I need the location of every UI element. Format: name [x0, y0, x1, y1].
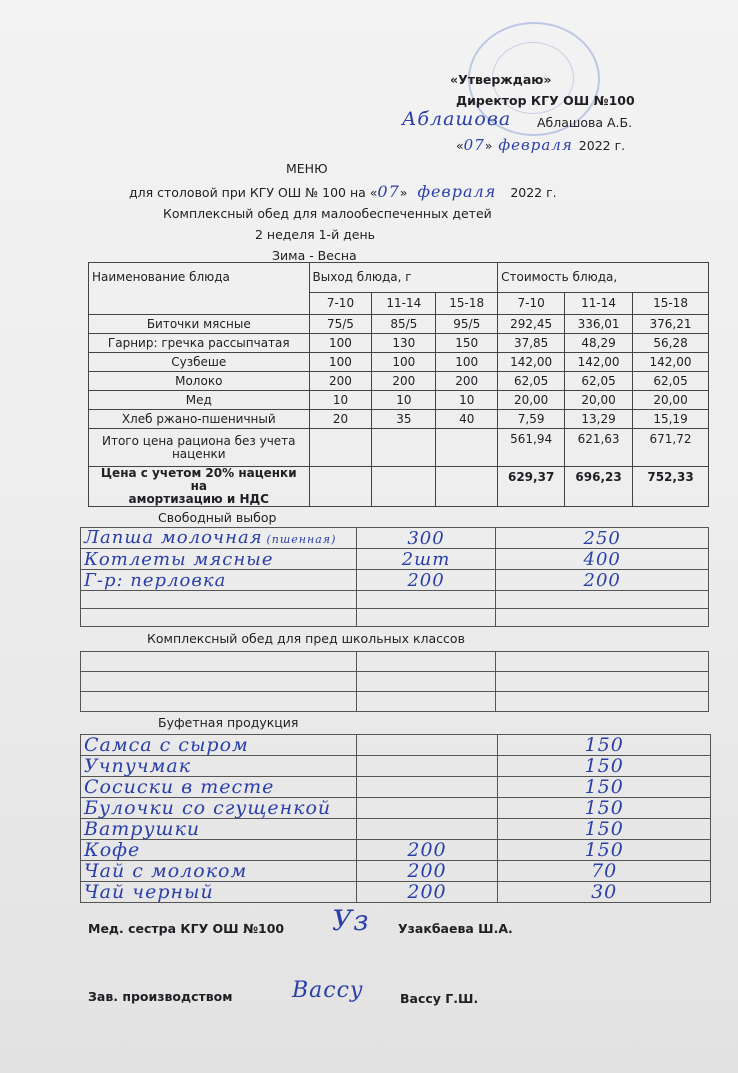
- director-signature: Аблашова: [402, 108, 512, 130]
- item-name: Сосиски в тесте: [81, 777, 357, 798]
- table-row: [81, 840, 711, 861]
- chef-signature: Вассу: [292, 978, 364, 1003]
- total-label-line1: Цена с учетом 20% наценки на: [100, 466, 297, 493]
- item-weight: 200: [356, 840, 498, 861]
- table-header: [89, 263, 709, 293]
- total-label-line1: Итого цена рациона без учета: [102, 433, 296, 448]
- empty-cell: [436, 429, 498, 467]
- preschool-title: Комплексный обед для пред школьных классов: [147, 631, 465, 646]
- total-label-line2: наценки: [171, 446, 226, 461]
- empty-cell: [356, 672, 496, 692]
- table-row: [81, 756, 711, 777]
- item-price: 70: [498, 861, 711, 882]
- dish-name: Сузбеше: [89, 353, 310, 372]
- table-row: [81, 882, 711, 903]
- empty-cell: [356, 692, 496, 712]
- empty-cell: [81, 609, 357, 627]
- table-row: [81, 528, 709, 549]
- table-row: [81, 652, 709, 672]
- cell: 20,00: [633, 391, 709, 410]
- col-cost-header: Стоимость блюда,: [498, 263, 709, 293]
- empty-cell: [496, 692, 709, 712]
- total-label-line2: амортизацию и НДС: [128, 492, 269, 506]
- table-row: [81, 692, 709, 712]
- cell: 35: [372, 410, 436, 429]
- item-price: 30: [498, 882, 711, 903]
- item-price: 400: [496, 549, 709, 570]
- empty-cell: [356, 652, 496, 672]
- item-name: Самса с сыром: [81, 735, 357, 756]
- empty-cell: [309, 467, 372, 507]
- dish-name: Гарнир: гречка рассыпчатая: [89, 334, 310, 353]
- table-row: [81, 570, 709, 591]
- cell: 40: [436, 410, 498, 429]
- table-row: [81, 861, 711, 882]
- item-price: 150: [498, 777, 711, 798]
- cell: 62,05: [565, 372, 633, 391]
- approval-date: [456, 136, 625, 154]
- empty-cell: [496, 672, 709, 692]
- date-day: 07: [463, 136, 485, 154]
- cell: 62,05: [498, 372, 565, 391]
- menu-line4: 2 неделя 1-й день: [255, 227, 376, 242]
- item-name: Учпучмак: [81, 756, 357, 777]
- cell: 15,19: [633, 410, 709, 429]
- cell: 629,37: [498, 467, 565, 507]
- item-name: Ватрушки: [81, 819, 357, 840]
- empty-cell: [356, 609, 496, 627]
- subtitle-mid: »: [399, 185, 408, 200]
- table-row: [89, 315, 709, 334]
- nurse-role: Мед. сестра КГУ ОШ №100: [88, 921, 285, 936]
- table-row: [81, 549, 709, 570]
- dish-name: Биточки мясные: [89, 315, 310, 334]
- empty-cell: [496, 652, 709, 672]
- item-weight: [356, 777, 498, 798]
- cell: 56,28: [633, 334, 709, 353]
- age-group: 11-14: [565, 293, 633, 315]
- item-name: Булочки со сгущенкой: [81, 798, 357, 819]
- item-weight: 200: [356, 570, 496, 591]
- empty-cell: [496, 609, 709, 627]
- empty-cell: [81, 652, 357, 672]
- cell: 75/5: [309, 315, 372, 334]
- dish-name: Молоко: [89, 372, 310, 391]
- col-name-header: Наименование блюда: [89, 263, 310, 315]
- table-row: [81, 819, 711, 840]
- cell: 100: [309, 353, 372, 372]
- table-row: [81, 777, 711, 798]
- table-row: [81, 591, 709, 609]
- date-mid: »: [484, 138, 493, 153]
- empty-cell: [356, 591, 496, 609]
- cell: 376,21: [633, 315, 709, 334]
- age-group: 11-14: [372, 293, 436, 315]
- item-price: 200: [496, 570, 709, 591]
- cell: 10: [436, 391, 498, 410]
- cell: 7,59: [498, 410, 565, 429]
- dish-name: Мед: [89, 391, 310, 410]
- item-price: 150: [498, 756, 711, 777]
- item-weight: [356, 798, 498, 819]
- total-label: [89, 467, 310, 507]
- date-month: февраля: [498, 136, 573, 154]
- cell: 20: [309, 410, 372, 429]
- nurse-signature: Уз: [332, 904, 370, 937]
- main-menu-table: [88, 262, 709, 507]
- empty-cell: [81, 692, 357, 712]
- preschool-table: [80, 651, 709, 712]
- cell: 752,33: [633, 467, 709, 507]
- item-weight: [356, 756, 498, 777]
- item-weight: 200: [356, 882, 498, 903]
- date-open: «: [456, 138, 464, 153]
- item-price: 150: [498, 735, 711, 756]
- item-weight: 200: [356, 861, 498, 882]
- table-row: [89, 410, 709, 429]
- cell: 621,63: [565, 429, 633, 467]
- item-name: Чай с молоком: [81, 861, 357, 882]
- subtitle-year: 2022 г.: [510, 185, 557, 200]
- buffet-table: [80, 734, 711, 903]
- menu-line5: Зима - Весна: [272, 248, 357, 263]
- table-row: [81, 798, 711, 819]
- table-row: [81, 609, 709, 627]
- table-row: [89, 391, 709, 410]
- item-weight: [356, 735, 498, 756]
- empty-cell: [372, 467, 436, 507]
- cell: 142,00: [498, 353, 565, 372]
- col-yield-header: Выход блюда, г: [309, 263, 498, 293]
- item-name: Котлеты мясные: [81, 549, 357, 570]
- menu-line3: Комплексный обед для малообеспеченных детей: [163, 206, 492, 221]
- cell: 85/5: [372, 315, 436, 334]
- chef-role: Зав. производством: [88, 989, 233, 1004]
- menu-title: МЕНЮ: [286, 161, 328, 176]
- cell: 95/5: [436, 315, 498, 334]
- cell: 100: [309, 334, 372, 353]
- cell: 671,72: [633, 429, 709, 467]
- menu-subtitle: [129, 182, 557, 201]
- cell: 142,00: [633, 353, 709, 372]
- free-choice-table: [80, 527, 709, 627]
- total-label: [89, 429, 310, 467]
- cell: 150: [436, 334, 498, 353]
- cell: 696,23: [565, 467, 633, 507]
- buffet-title: Буфетная продукция: [158, 715, 299, 730]
- cell: 100: [372, 353, 436, 372]
- date-year: 2022 г.: [578, 138, 626, 153]
- item-weight: 300: [356, 528, 496, 549]
- approval-line1: «Утверждаю»: [450, 72, 552, 87]
- table-row: [89, 353, 709, 372]
- cell: 292,45: [498, 315, 565, 334]
- cell: 20,00: [498, 391, 565, 410]
- cell: 200: [372, 372, 436, 391]
- item-cell: [81, 528, 357, 549]
- age-group: 15-18: [633, 293, 709, 315]
- cell: 336,01: [565, 315, 633, 334]
- cell: 130: [372, 334, 436, 353]
- director-name: Аблашова А.Б.: [537, 115, 633, 130]
- empty-cell: [81, 591, 357, 609]
- cell: 48,29: [565, 334, 633, 353]
- subtitle-prefix: для столовой при КГУ ОШ № 100 на «: [129, 185, 378, 200]
- table-row: [81, 672, 709, 692]
- subtitle-month: февраля: [417, 182, 497, 201]
- approval-line2: Директор КГУ ОШ №100: [456, 93, 635, 108]
- chef-name: Вассу Г.Ш.: [400, 991, 479, 1006]
- cell: 10: [309, 391, 372, 410]
- empty-cell: [81, 672, 357, 692]
- dish-name: Хлеб ржано-пшеничный: [89, 410, 310, 429]
- cell: 100: [436, 353, 498, 372]
- item-name: Лапша молочная: [84, 526, 263, 548]
- item-price: 150: [498, 840, 711, 861]
- item-price: 150: [498, 798, 711, 819]
- item-weight: 2шт: [356, 549, 496, 570]
- table-row: [89, 372, 709, 391]
- cell: 37,85: [498, 334, 565, 353]
- item-price: 250: [496, 528, 709, 549]
- age-group: 15-18: [436, 293, 498, 315]
- cell: 13,29: [565, 410, 633, 429]
- table-row: [89, 334, 709, 353]
- cell: 20,00: [565, 391, 633, 410]
- cell: 62,05: [633, 372, 709, 391]
- free-choice-title: Свободный выбор: [158, 510, 277, 525]
- table-row: [81, 735, 711, 756]
- item-name: Чай черный: [81, 882, 357, 903]
- item-name: Кофе: [81, 840, 357, 861]
- age-group: 7-10: [309, 293, 372, 315]
- item-weight: [356, 819, 498, 840]
- cell: 561,94: [498, 429, 565, 467]
- subtitle-day: 07: [377, 182, 400, 201]
- empty-cell: [436, 467, 498, 507]
- cell: 142,00: [565, 353, 633, 372]
- item-price: 150: [498, 819, 711, 840]
- age-group: 7-10: [498, 293, 565, 315]
- empty-cell: [309, 429, 372, 467]
- nurse-name: Узакбаева Ш.А.: [398, 921, 513, 936]
- total-row: [89, 429, 709, 467]
- item-name: Г-р: перловка: [81, 570, 357, 591]
- empty-cell: [496, 591, 709, 609]
- empty-cell: [372, 429, 436, 467]
- cell: 200: [436, 372, 498, 391]
- item-note: (пшенная): [266, 532, 337, 546]
- total-row: [89, 467, 709, 507]
- cell: 10: [372, 391, 436, 410]
- cell: 200: [309, 372, 372, 391]
